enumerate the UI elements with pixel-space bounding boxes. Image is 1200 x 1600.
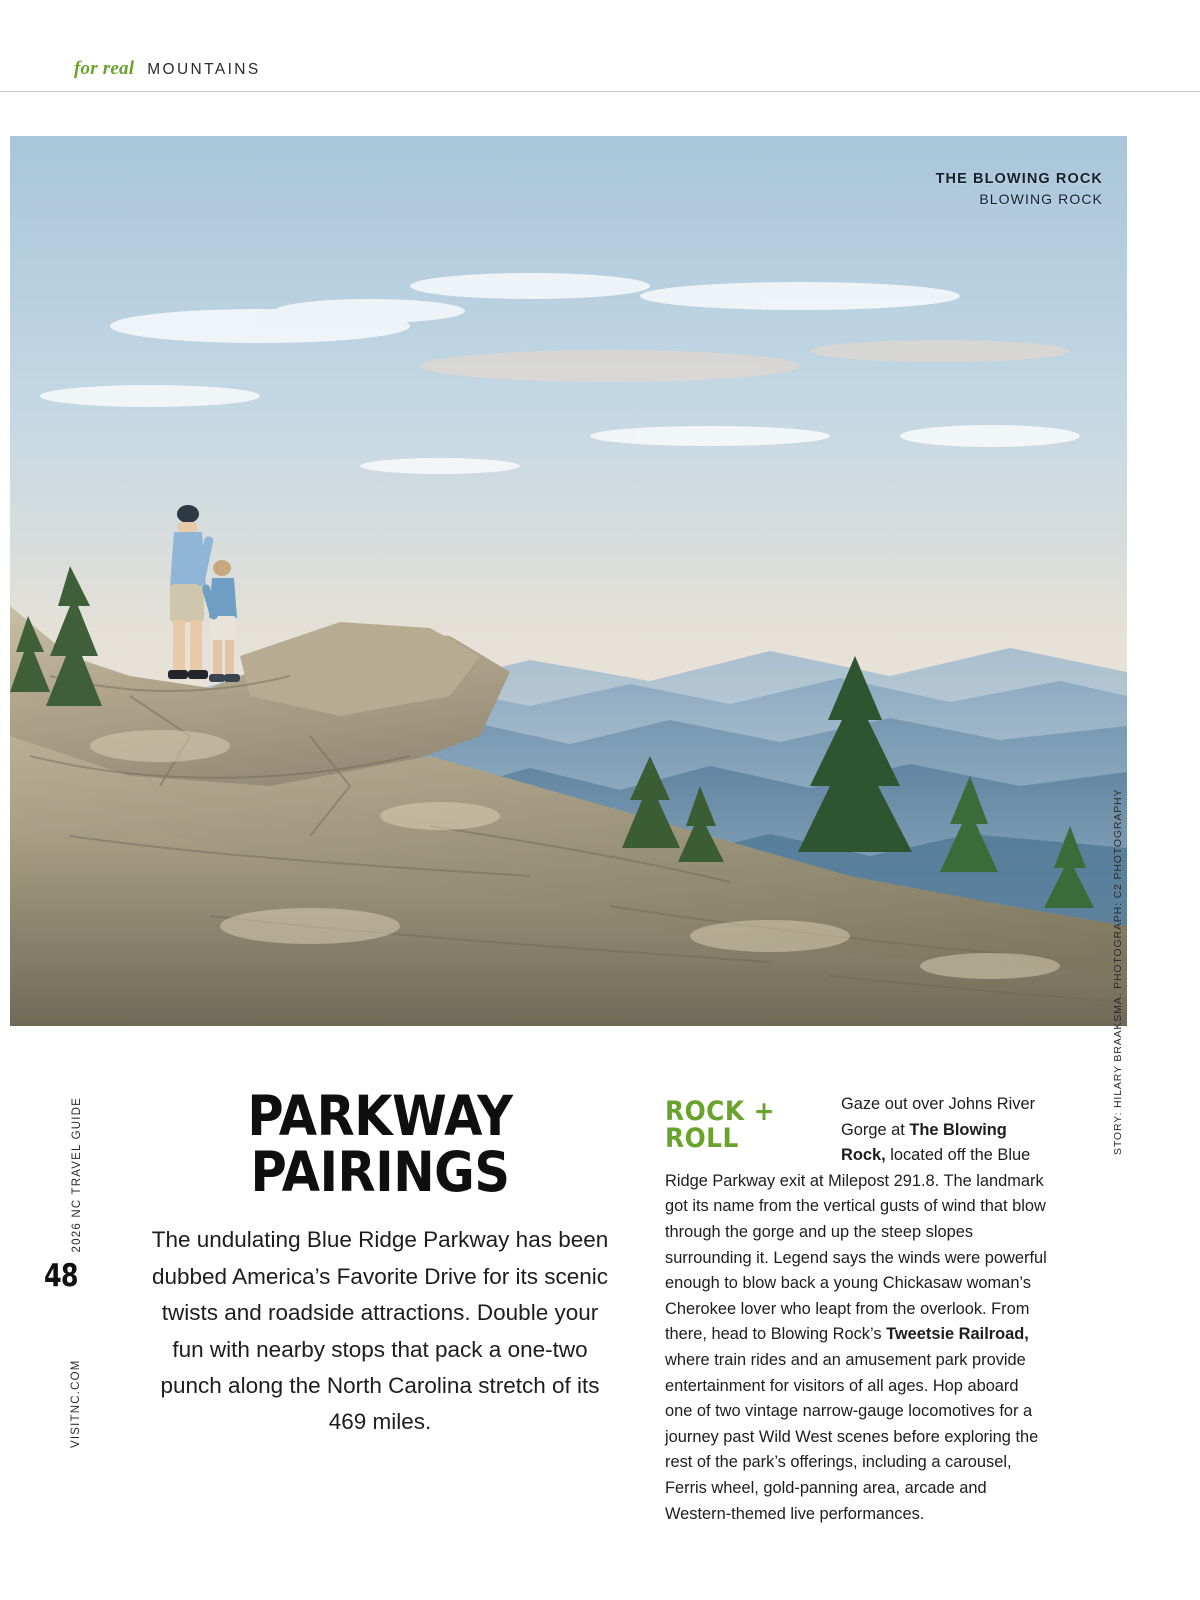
header-kicker (74, 58, 261, 80)
photo-credit-rail (1112, 788, 1124, 1155)
kicker-label: for real (74, 58, 135, 79)
section-label: MOUNTAINS (147, 61, 261, 78)
article-body (665, 1092, 1047, 1527)
left-rail (48, 1090, 83, 1510)
body-text-1: Gaze out over Johns River Gorge at (841, 1095, 1036, 1139)
hero-illustration (10, 136, 1127, 1026)
article-subhead: ROCK + ROLL (665, 1096, 775, 1154)
article-intro (150, 1084, 610, 1441)
body-bold-blowing-rock: The Blowing Rock, (841, 1120, 1007, 1165)
body-text-2: located off the Blue Ridge Parkway exit at Milepost 291.8. The landmark got its name from the vertical gusts of wind that blow through the gorge and up the steep slopes surrounding it. Legend says the winds were powerful enough to blow back a young Chickasaw woman’s Cherokee lover who leapt from the overlook. From there, head to Blowing Rock’s (665, 1146, 1047, 1344)
rail-guide-label: 2026 NC TRAVEL GUIDE (71, 1097, 83, 1253)
page-number: 48 (44, 1258, 78, 1294)
page-title: PARKWAY PAIRINGS (247, 1084, 513, 1205)
body-bold-tweetsie: Tweetsie Railroad, (886, 1325, 1029, 1344)
hero-photo (10, 136, 1127, 1026)
page-header (0, 0, 1200, 92)
hero-caption-title: THE BLOWING ROCK (935, 171, 1103, 187)
rail-site-label: VISITNC.COM (70, 1359, 82, 1448)
hero-caption (936, 170, 1103, 208)
article-deck: The undulating Blue Ridge Parkway has been dubbed America’s Favorite Drive for its scenic twists and roadside attractions. Double your fun with nearby stops that pack a one-two punch along the North Carolina stretch of its 469 miles. (151, 1227, 609, 1435)
article-body-column (665, 1092, 1047, 1527)
photo-credit: STORY: HILARY BRAAKSMA. PHOTOGRAPH: C2 PHOTOGRAPHY (1112, 788, 1124, 1155)
body-text-3: where train rides and an amusement park provide entertainment for visitors of all ages. Hop aboard one of two vintage narrow-gauge locomotives for a journey past Wild West scenes before exploring the rest of the park’s offerings, including a carousel, Ferris wheel, gold-panning area, arcade and Western-themed live performances. (665, 1350, 1039, 1523)
hero-caption-location: BLOWING ROCK (979, 190, 1103, 207)
